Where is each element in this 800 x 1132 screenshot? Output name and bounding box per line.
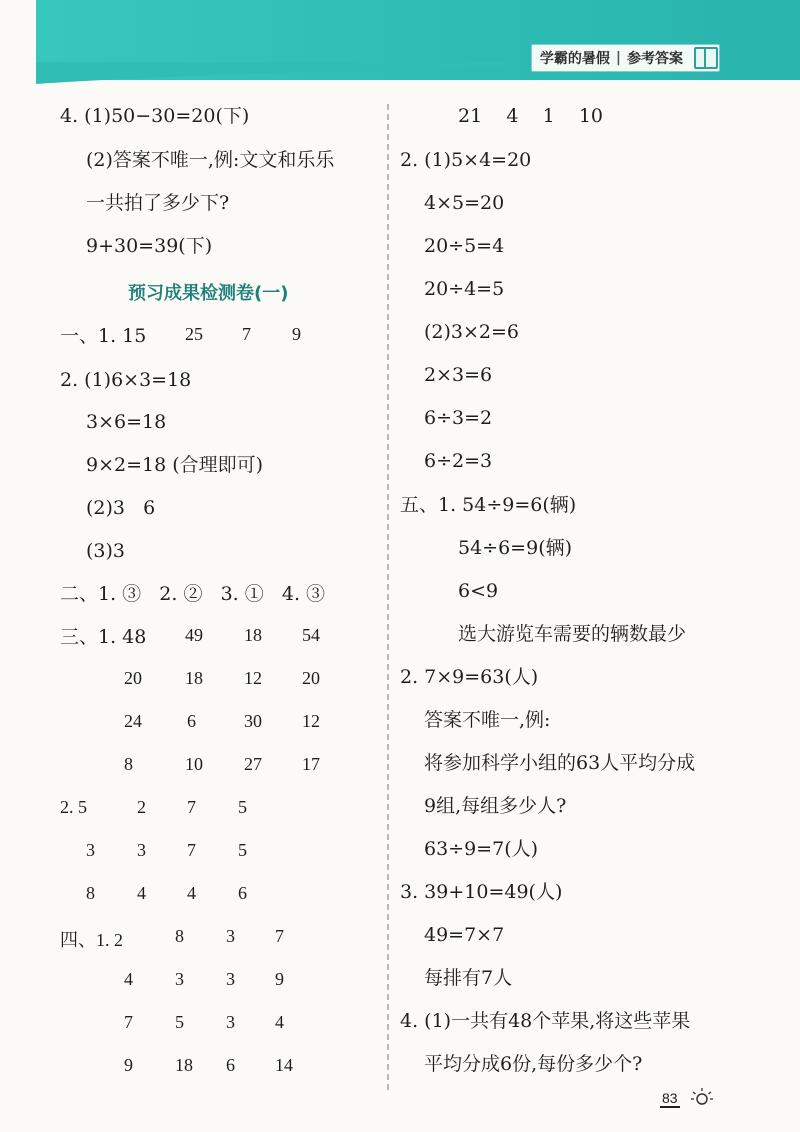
right-line-18: 3. 39+10=49(人) xyxy=(400,881,563,903)
left-cell-43: 18 xyxy=(175,1055,193,1075)
left-line-11: 三、1. 48 xyxy=(60,626,147,648)
page-number: 83 xyxy=(662,1090,678,1106)
left-cell-15: 10 xyxy=(185,754,203,774)
left-line-7: 9×2=18 (合理即可) xyxy=(86,454,264,476)
left-line-0: 4. (1)50−30=20(下) xyxy=(60,105,250,127)
left-cell-12: 30 xyxy=(244,711,262,731)
right-line-1: 2. (1)5×4=20 xyxy=(400,149,532,171)
left-cell-0: 25 xyxy=(185,324,203,344)
right-line-19: 49=7×7 xyxy=(424,924,505,946)
left-cell-25: 5 xyxy=(238,840,247,860)
left-cell-3: 49 xyxy=(185,625,203,645)
left-cell-5: 54 xyxy=(302,625,320,645)
left-cell-4: 18 xyxy=(244,625,262,645)
left-cell-42: 9 xyxy=(124,1055,133,1075)
left-cell-29: 6 xyxy=(238,883,247,903)
right-line-7: 6÷3=2 xyxy=(424,407,493,429)
right-line-11: 6<9 xyxy=(458,580,499,602)
left-cell-38: 7 xyxy=(124,1012,133,1032)
right-line-17: 63÷9=7(人) xyxy=(424,838,539,860)
sun-icon xyxy=(690,1086,714,1108)
left-cell-9: 20 xyxy=(302,668,320,688)
left-cell-11: 6 xyxy=(187,711,196,731)
right-line-10: 54÷6=9(辆) xyxy=(458,537,573,559)
right-line-14: 答案不唯一,例: xyxy=(424,709,551,731)
left-cell-31: 8 xyxy=(175,926,184,946)
left-cell-35: 3 xyxy=(175,969,184,989)
right-line-21: 4. (1)一共有48个苹果,将这些苹果 xyxy=(400,1010,691,1032)
left-cell-7: 18 xyxy=(185,668,203,688)
left-cell-19: 2 xyxy=(137,797,146,817)
left-line-2: 一共拍了多少下? xyxy=(86,192,230,214)
left-line-10: 二、1. ③ 2. ② 3. ① 4. ③ xyxy=(60,583,326,605)
header-tag xyxy=(531,44,720,72)
left-cell-37: 9 xyxy=(275,969,284,989)
left-cell-22: 3 xyxy=(86,840,95,860)
right-line-13: 2. 7×9=63(人) xyxy=(400,666,539,688)
left-cell-36: 3 xyxy=(226,969,235,989)
header-wave-decoration xyxy=(36,62,506,84)
left-cell-14: 8 xyxy=(124,754,133,774)
left-cell-28: 4 xyxy=(187,883,196,903)
right-line-15: 将参加科学小组的63人平均分成 xyxy=(424,752,696,774)
right-line-3: 20÷5=4 xyxy=(424,235,505,257)
right-line-0: 21 4 1 10 xyxy=(458,105,604,127)
left-cell-21: 5 xyxy=(238,797,247,817)
left-cell-32: 3 xyxy=(226,926,235,946)
left-cell-1: 7 xyxy=(242,324,251,344)
left-cell-24: 7 xyxy=(187,840,196,860)
left-cell-41: 4 xyxy=(275,1012,284,1032)
left-cell-23: 3 xyxy=(137,840,146,860)
right-line-16: 9组,每组多少人? xyxy=(424,795,567,817)
right-line-8: 6÷2=3 xyxy=(424,450,493,472)
right-line-4: 20÷4=5 xyxy=(424,278,505,300)
left-cell-6: 20 xyxy=(124,668,142,688)
column-divider xyxy=(387,104,389,1090)
left-line-6: 3×6=18 xyxy=(86,411,167,433)
left-cell-16: 27 xyxy=(244,754,262,774)
left-cell-33: 7 xyxy=(275,926,284,946)
right-line-9: 五、1. 54÷9=6(辆) xyxy=(400,494,577,516)
left-cell-30: 四、1. 2 xyxy=(60,930,123,950)
left-line-5: 2. (1)6×3=18 xyxy=(60,369,192,391)
left-line-3: 9+30=39(下) xyxy=(86,235,213,257)
left-cell-20: 7 xyxy=(187,797,196,817)
right-line-2: 4×5=20 xyxy=(424,192,505,214)
right-line-20: 每排有7人 xyxy=(424,967,513,989)
section-label: 参考答案 xyxy=(627,51,683,67)
left-line-4: 一、1. 15 xyxy=(60,325,147,347)
left-cell-18: 2. 5 xyxy=(60,797,87,817)
right-line-22: 平均分成6份,每份多少个? xyxy=(424,1053,643,1075)
header-separator: | xyxy=(615,50,621,66)
left-cell-26: 8 xyxy=(86,883,95,903)
left-cell-44: 6 xyxy=(226,1055,235,1075)
left-cell-10: 24 xyxy=(124,711,142,731)
left-cell-2: 9 xyxy=(292,324,301,344)
book-icon xyxy=(694,47,718,69)
left-cell-45: 14 xyxy=(275,1055,293,1075)
left-cell-27: 4 xyxy=(137,883,146,903)
left-cell-13: 12 xyxy=(302,711,320,731)
left-cell-40: 3 xyxy=(226,1012,235,1032)
section-title: 预习成果检测卷(一) xyxy=(128,283,289,304)
right-line-5: (2)3×2=6 xyxy=(424,321,520,343)
left-cell-17: 17 xyxy=(302,754,320,774)
left-cell-8: 12 xyxy=(244,668,262,688)
right-line-6: 2×3=6 xyxy=(424,364,493,386)
right-line-12: 选大游览车需要的辆数最少 xyxy=(458,623,687,645)
left-line-8: (2)3 6 xyxy=(86,497,156,519)
book-title: 学霸的暑假 xyxy=(539,51,610,67)
left-cell-39: 5 xyxy=(175,1012,184,1032)
left-line-1: (2)答案不唯一,例:文文和乐乐 xyxy=(86,149,335,171)
left-cell-34: 4 xyxy=(124,969,133,989)
left-line-9: (3)3 xyxy=(86,540,126,562)
